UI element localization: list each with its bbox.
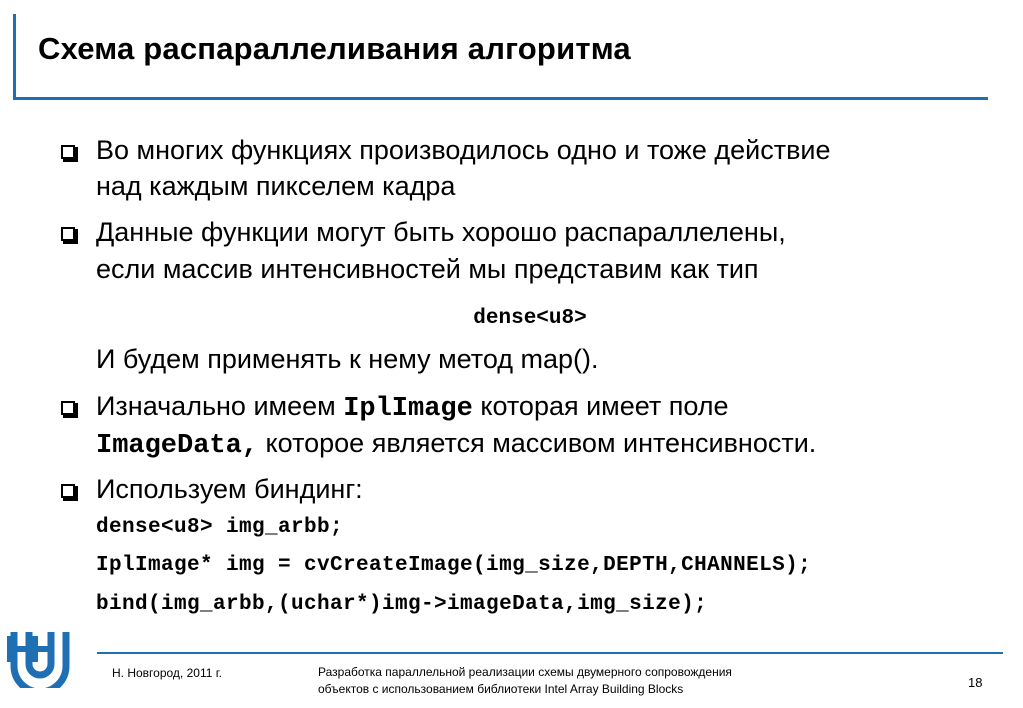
footer-location-date: Н. Новгород, 2011 г. <box>112 666 222 680</box>
checkbox-square-icon <box>61 484 75 498</box>
bullet-1-line-2: над каждым пикселем кадра <box>96 171 456 201</box>
type-code: dense<u8> <box>473 307 587 330</box>
university-logo-icon <box>2 626 80 688</box>
footer-course-line-2: объектов с использованием библиотеки Intel Array Building Blocks <box>318 682 684 696</box>
bullet-3-text-mid: которая имеет поле <box>472 391 729 421</box>
code-line-2: IplImage* img = cvCreateImage(img_size,DEPTH,CHANNELS); <box>96 554 812 577</box>
imagedata-code: ImageData, <box>96 431 259 461</box>
footer-course-title <box>318 664 788 698</box>
slide-title: Схема распараллеливания алгоритма <box>38 31 631 66</box>
bullet-3-text-post: которое является массивом интенсивности. <box>258 428 817 458</box>
checkbox-square-icon <box>61 401 75 415</box>
bullet-3-line-2 <box>96 425 816 464</box>
checkbox-square-icon <box>61 227 75 241</box>
bullet-4-line-1: Используем биндинг: <box>96 474 363 504</box>
page-number: 18 <box>968 675 983 690</box>
bullet-2-line-3: И будем применять к нему метод map(). <box>96 344 599 374</box>
bullet-2-line-1: Данные функции могут быть хорошо распараллелены, <box>96 217 786 247</box>
checkbox-square-icon <box>61 145 75 159</box>
iplimage-code: IplImage <box>343 394 473 424</box>
bullet-3-text-pre: Изначально имеем <box>96 391 344 421</box>
footer-course-line-1: Разработка параллельной реализации схемы двумерного сопровождения <box>318 665 732 679</box>
code-line-3: bind(img_arbb,(uchar*)img->imageData,img_size); <box>96 593 708 616</box>
code-line-1: dense<u8> img_arbb; <box>96 516 344 539</box>
bullet-3-line-1 <box>96 388 729 427</box>
footer-divider <box>97 652 1003 654</box>
bullet-1-line-1: Во многих функциях производилось одно и тоже действие <box>96 135 831 165</box>
bullet-2-line-2: если массив интенсивностей мы представим как тип <box>96 254 759 284</box>
